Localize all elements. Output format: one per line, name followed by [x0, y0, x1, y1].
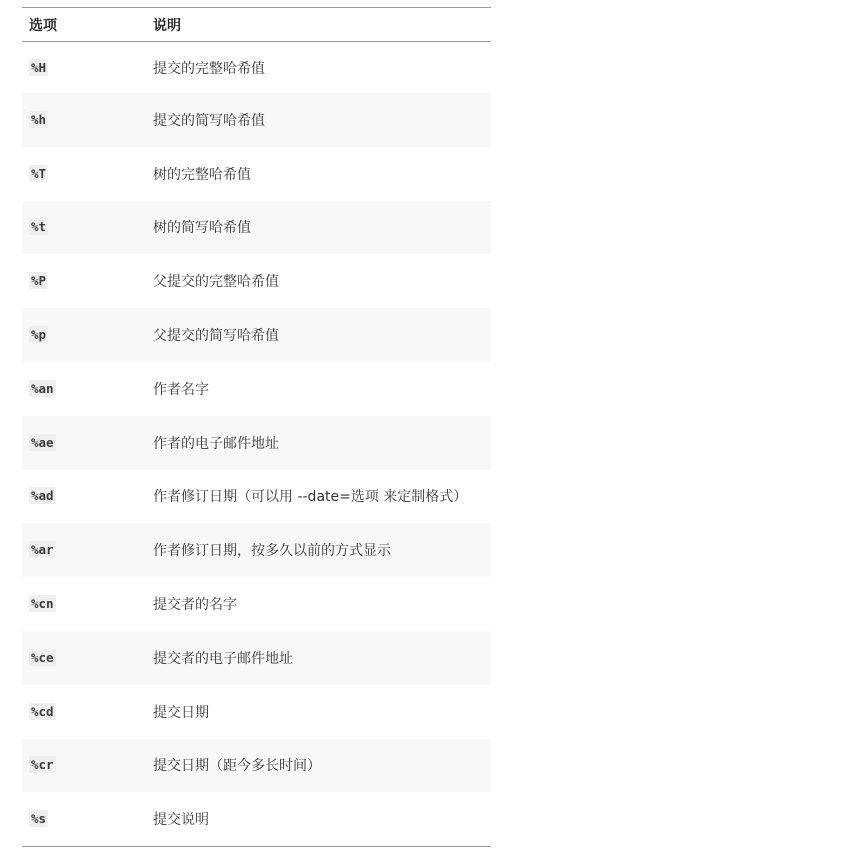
option-cell: [22, 93, 146, 147]
option-cell: [22, 523, 146, 577]
format-options-table: [22, 7, 491, 847]
table-row: [22, 523, 491, 577]
option-cell: [22, 470, 146, 524]
table-row: [22, 470, 491, 524]
table-row: [22, 416, 491, 470]
option-code: %ce: [31, 649, 54, 665]
description-cell: 提交者的名字: [153, 597, 237, 614]
option-cell: [22, 631, 146, 685]
option-code: %ae: [31, 434, 54, 450]
option-cell: [22, 308, 146, 362]
option-cell: [22, 685, 146, 739]
table-row: [22, 631, 491, 685]
table-body: [22, 42, 491, 847]
table-row: [22, 362, 491, 416]
description-cell: 父提交的完整哈希值: [153, 274, 279, 291]
option-code: %T: [31, 165, 47, 181]
header-option: 选项: [22, 8, 146, 42]
option-cell: [22, 739, 146, 793]
option-cell: [22, 792, 146, 846]
description-cell: 提交的简写哈希值: [153, 112, 265, 129]
table-row: [22, 201, 491, 255]
option-code: %an: [31, 380, 54, 396]
option-code: %H: [31, 59, 47, 75]
option-cell: [22, 147, 146, 201]
table-row: [22, 577, 491, 631]
description-cell: 提交说明: [153, 812, 209, 829]
table-row: [22, 254, 491, 308]
option-code: %ar: [31, 542, 54, 558]
option-code: %ad: [31, 488, 54, 504]
header-row: [22, 8, 491, 42]
table-row: [22, 147, 491, 201]
table-row: [22, 685, 491, 739]
table-row: [22, 42, 491, 94]
description-cell: 作者修订日期，按多久以前的方式显示: [153, 543, 391, 560]
format-options-table-container: [22, 7, 491, 847]
table-row: [22, 93, 491, 147]
description-cell: 父提交的简写哈希值: [153, 328, 279, 345]
table-row: [22, 308, 491, 362]
option-cell: [22, 254, 146, 308]
option-code: %s: [31, 811, 47, 827]
option-cell: [22, 577, 146, 631]
table-row: [22, 739, 491, 793]
option-cell: [22, 42, 146, 94]
option-code: %t: [31, 219, 47, 235]
description-cell: 提交的完整哈希值: [153, 60, 265, 77]
description-cell: 提交日期: [153, 704, 209, 721]
table-header: [22, 8, 491, 42]
option-code: %cr: [31, 757, 54, 773]
option-code: %cd: [31, 703, 54, 719]
description-cell: 提交者的电子邮件地址: [153, 650, 293, 667]
option-code: %P: [31, 273, 47, 289]
table-row: [22, 792, 491, 846]
description-cell: 树的完整哈希值: [153, 166, 251, 183]
option-cell: [22, 201, 146, 255]
option-cell: [22, 362, 146, 416]
option-cell: [22, 416, 146, 470]
option-code: %h: [31, 111, 47, 127]
description-cell: 作者名字: [153, 381, 209, 398]
option-code: %p: [31, 327, 47, 343]
description-cell: 作者的电子邮件地址: [153, 435, 279, 452]
description-cell: 树的简写哈希值: [153, 220, 251, 237]
option-code: %cn: [31, 596, 54, 612]
description-cell: 作者修订日期（可以用 --date=选项 来定制格式）: [153, 489, 468, 506]
header-description: 说明: [146, 8, 491, 42]
description-cell: 提交日期（距今多长时间）: [153, 758, 321, 775]
